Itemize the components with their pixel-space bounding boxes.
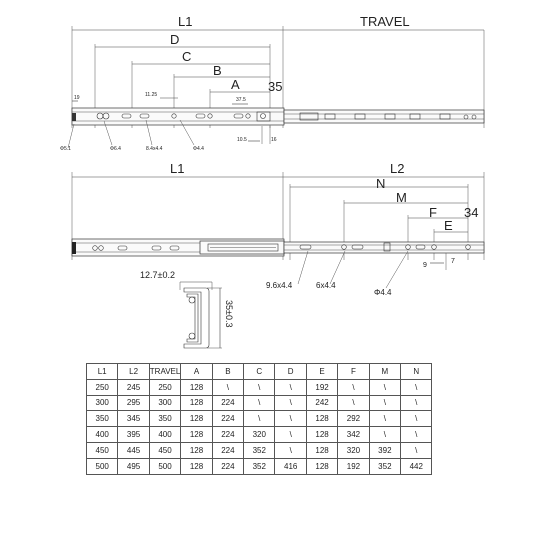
phi-4-4-label-top: Φ4.4	[193, 146, 204, 152]
header-cell: N	[401, 364, 432, 380]
table-cell: 395	[118, 427, 149, 443]
phi-6-4-label: Φ6.4	[110, 146, 121, 152]
table-cell: 320	[338, 442, 369, 458]
table-row	[87, 427, 432, 443]
table-header-row	[87, 364, 432, 380]
dim-34: 34	[464, 205, 479, 220]
table-cell: 300	[149, 395, 181, 411]
table-cell: \	[369, 379, 400, 395]
dim-m: M	[396, 190, 407, 205]
header-cell: L1	[87, 364, 118, 380]
table-cell: 342	[338, 427, 369, 443]
table-cell: 352	[369, 458, 400, 474]
table-cell: \	[338, 379, 369, 395]
table-cell: 416	[275, 458, 306, 474]
phi-5-1-label: Φ5.1	[60, 146, 71, 152]
table-cell: 224	[212, 442, 243, 458]
table-cell: \	[212, 379, 243, 395]
table-cell: 128	[306, 411, 337, 427]
spec-table	[86, 363, 432, 475]
table-cell: 128	[306, 427, 337, 443]
table-cell: 300	[87, 395, 118, 411]
dim-b-top: B	[213, 63, 222, 78]
table-cell: 250	[149, 379, 181, 395]
dim-7: 7	[451, 258, 455, 265]
table-cell: 224	[212, 395, 243, 411]
table-row	[87, 411, 432, 427]
slot-9-6x4-4-label: 9.6x4.4	[266, 281, 293, 290]
profile-width-label: 12.7±0.2	[140, 270, 175, 280]
table-cell: 320	[244, 427, 275, 443]
table-cell: 128	[306, 442, 337, 458]
dim-e: E	[444, 218, 453, 233]
dim-10-5: 10.5	[237, 137, 247, 143]
table-cell: \	[401, 427, 432, 443]
header-cell: A	[181, 364, 212, 380]
header-cell: L2	[118, 364, 149, 380]
table-cell: 192	[338, 458, 369, 474]
table-cell: \	[369, 427, 400, 443]
dim-l2-bottom: L2	[390, 161, 405, 176]
table-cell: 128	[181, 395, 212, 411]
dim-19: 19	[74, 95, 80, 101]
slot-8-4x4-4-label: 8.4x4.4	[146, 146, 163, 152]
dim-a-top: A	[231, 77, 240, 92]
table-cell: 245	[118, 379, 149, 395]
table-row	[87, 442, 432, 458]
header-cell: C	[244, 364, 275, 380]
table-cell: 192	[306, 379, 337, 395]
table-cell: 400	[87, 427, 118, 443]
table-row	[87, 395, 432, 411]
table-cell: 442	[401, 458, 432, 474]
table-cell: 128	[181, 411, 212, 427]
header-cell: M	[369, 364, 400, 380]
header-cell: TRAVEL	[149, 364, 181, 380]
table-row	[87, 458, 432, 474]
dim-16: 16	[271, 137, 277, 143]
table-cell: 500	[149, 458, 181, 474]
table-cell: 224	[212, 411, 243, 427]
rail-profile-drawing	[130, 270, 270, 360]
table-cell: 500	[87, 458, 118, 474]
dim-11-25: 11.25	[145, 92, 158, 98]
dim-9: 9	[423, 262, 427, 269]
table-cell: \	[338, 395, 369, 411]
table-cell: 224	[212, 458, 243, 474]
dim-f: F	[429, 205, 437, 220]
dim-travel-top: TRAVEL	[360, 14, 410, 29]
slot-6x4-4-label: 6x4.4	[316, 281, 336, 290]
table-cell: \	[401, 411, 432, 427]
table-cell: \	[275, 411, 306, 427]
header-cell: B	[212, 364, 243, 380]
top-slide-drawing	[0, 0, 550, 170]
table-cell: 292	[338, 411, 369, 427]
table-cell: 128	[181, 427, 212, 443]
table-cell: 250	[87, 379, 118, 395]
table-cell: 352	[244, 458, 275, 474]
table-cell: 295	[118, 395, 149, 411]
header-cell: E	[306, 364, 337, 380]
table-cell: 128	[181, 379, 212, 395]
table-row	[87, 379, 432, 395]
table-cell: 128	[181, 442, 212, 458]
table-cell: 392	[369, 442, 400, 458]
phi-4-4-label-bottom: Φ4.4	[374, 288, 392, 295]
table-cell: 350	[149, 411, 181, 427]
table-cell: 242	[306, 395, 337, 411]
table-cell: 350	[87, 411, 118, 427]
table-cell: \	[275, 442, 306, 458]
table-cell: 224	[212, 427, 243, 443]
dim-l1-bottom: L1	[170, 161, 185, 176]
table-cell: \	[401, 379, 432, 395]
table-cell: 400	[149, 427, 181, 443]
table-cell: \	[275, 395, 306, 411]
table-cell: 495	[118, 458, 149, 474]
profile-height-label: 35±0.3	[224, 300, 234, 328]
table-cell: \	[369, 411, 400, 427]
table-cell: \	[275, 379, 306, 395]
dim-l1-top: L1	[178, 14, 193, 29]
table-cell: \	[275, 427, 306, 443]
table-cell: \	[244, 379, 275, 395]
header-cell: F	[338, 364, 369, 380]
dim-37-5: 37.5	[236, 97, 246, 103]
table-cell: 345	[118, 411, 149, 427]
table-cell: 450	[149, 442, 181, 458]
dim-35-top: 35	[268, 79, 283, 94]
table-cell: 445	[118, 442, 149, 458]
table-cell: 128	[181, 458, 212, 474]
table-cell: \	[401, 395, 432, 411]
dim-n: N	[376, 176, 386, 191]
dim-c-top: C	[182, 49, 192, 64]
table-cell: 450	[87, 442, 118, 458]
dim-d-top: D	[170, 32, 180, 47]
table-cell: 352	[244, 442, 275, 458]
header-cell: D	[275, 364, 306, 380]
table-cell: \	[244, 395, 275, 411]
table-cell: 128	[306, 458, 337, 474]
bottom-slide-drawing	[0, 160, 550, 295]
table-cell: \	[244, 411, 275, 427]
table-cell: \	[401, 442, 432, 458]
table-cell: \	[369, 395, 400, 411]
